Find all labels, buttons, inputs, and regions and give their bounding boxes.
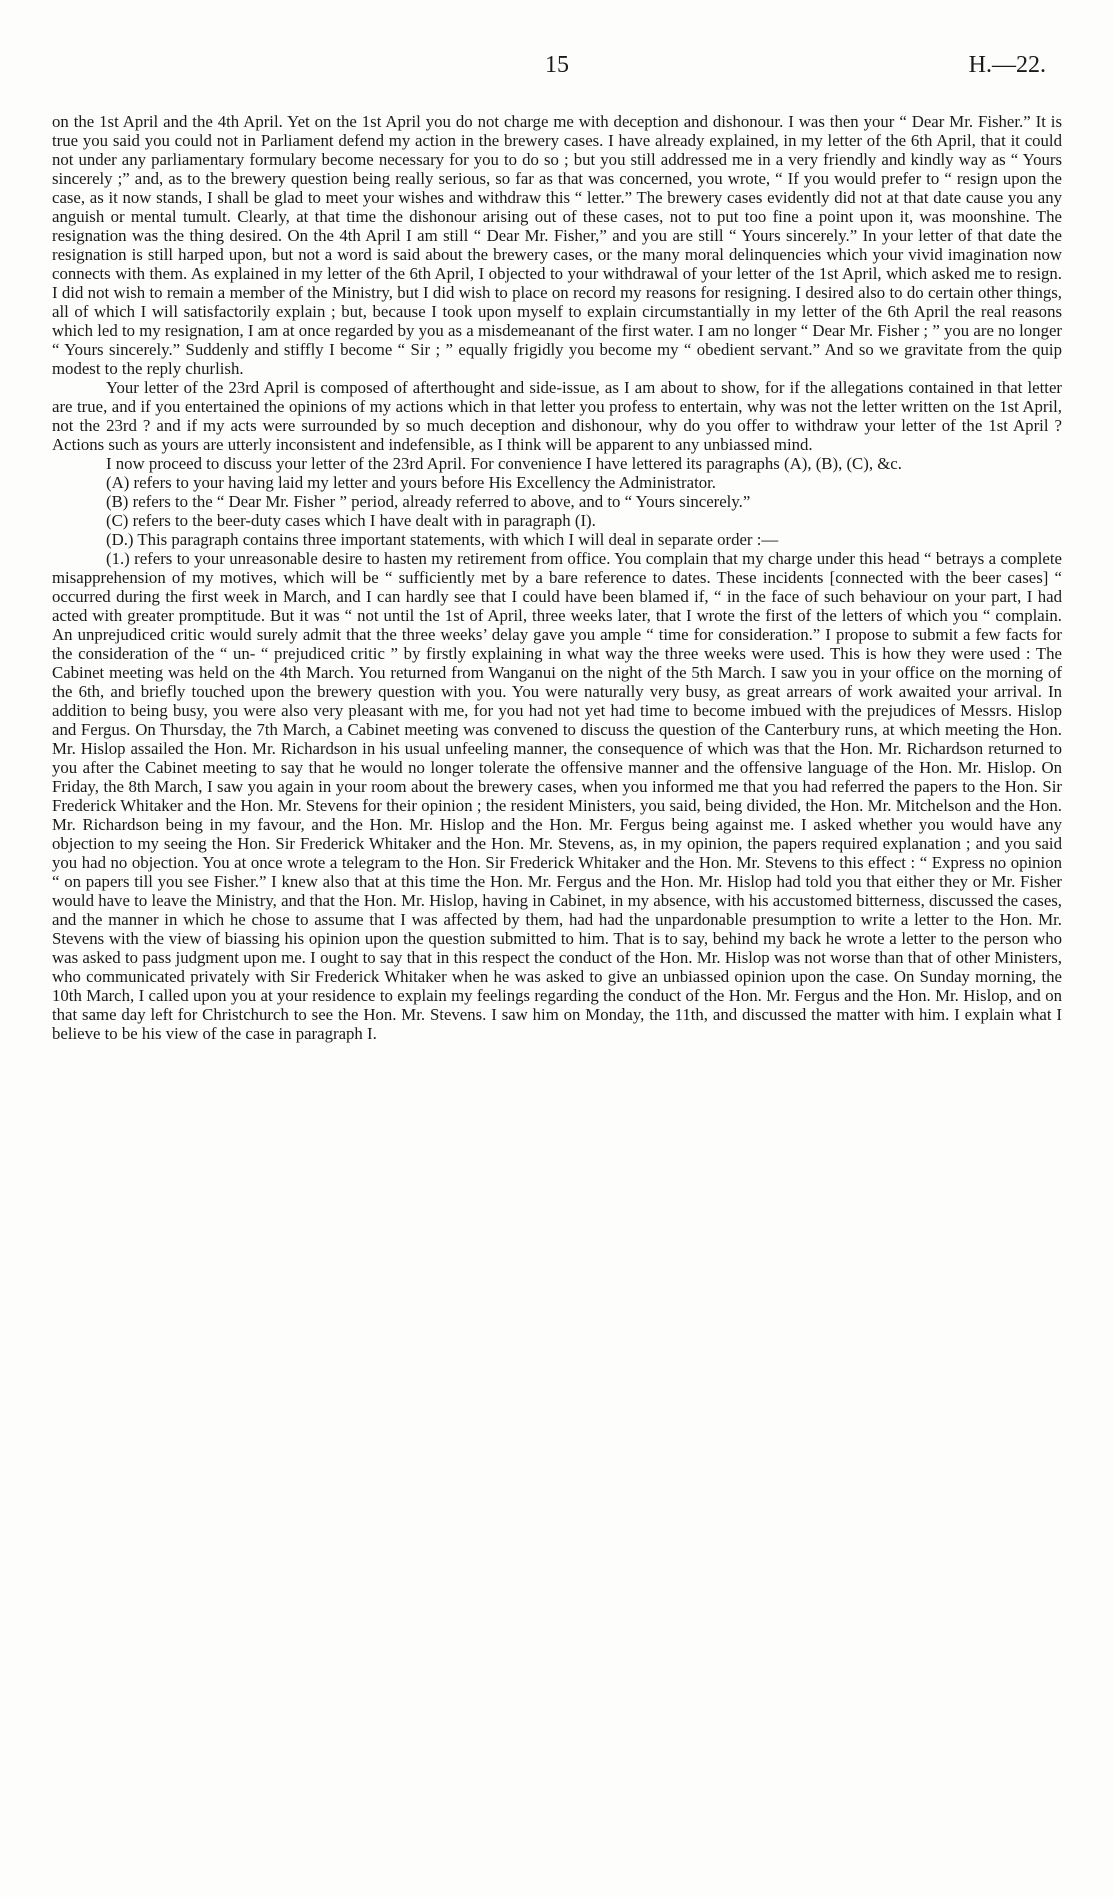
- paragraph-b: (B) refers to the “ Dear Mr. Fisher ” period, already referred to above, and to “ Yours sincerely.”: [106, 492, 751, 511]
- body-text: [52, 112, 1062, 1043]
- paragraph-d-1: (1.) refers to your unreasonable desire to hasten my retirement from office. You complain that my charge under this head “ betrays a complete misapprehension of my motives, which will be “ sufficiently met by a bare reference to dates. These incidents [connected with the beer cases] “ occurred during the first week in March, and I can hardly see that I could have been blamed if, “ in the face of such behaviour on your part, I had acted with greater promptitude. But it was “ not until the 1st of April, three weeks later, that I wrote the first of the letters of which you “ complain. An unprejudiced critic would surely admit that the three weeks’ delay gave you ample “ time for consideration.” I propose to submit a few facts for the consideration of the “ un- “ prejudiced critic ” by firstly explaining in what way the three weeks were used. This is how they were used : The Cabinet meeting was held on the 4th March. You returned from Wanganui on the night of the 5th March. I saw you in your office on the morning of the 6th, and briefly touched upon the brewery question with you. You were naturally very busy, as great arrears of work awaited your arrival. In addition to being busy, you were also very pleasant with me, for you had not yet had time to become imbued with the prejudices of Messrs. Hislop and Fergus. On Thursday, the 7th March, a Cabinet meeting was convened to discuss the question of the Canterbury runs, at which meeting the Hon. Mr. Hislop assailed the Hon. Mr. Richardson in his usual unfeeling manner, the consequence of which was that the Hon. Mr. Richardson returned to you after the Cabinet meeting to say that he would no longer tolerate the offensive manner and the offensive language of the Hon. Mr. Hislop. On Friday, the 8th March, I saw you again in your room about the brewery cases, when you informed me that you had referred the papers to the Hon. Sir Frederick Whitaker and the Hon. Mr. Stevens for their opinion ; the resident Ministers, you said, being divided, the Hon. Mr. Mitchelson and the Hon. Mr. Richardson being in my favour, and the Hon. Mr. Hislop and the Hon. Mr. Fergus being against me. I asked whether you would have any objection to my seeing the Hon. Sir Frederick Whitaker and the Hon. Mr. Stevens, as, in my opinion, the papers required explanation ; and you said you had no objection. You at once wrote a telegram to the Hon. Sir Frederick Whitaker and the Hon. Mr. Stevens to this effect : “ Express no opinion “ on papers till you see Fisher.” I knew also that at this time the Hon. Mr. Fergus and the Hon. Mr. Hislop had told you that either they or Mr. Fisher would have to leave the Ministry, and that the Hon. Mr. Hislop, having in Cabinet, in my absence, with his accustomed bitterness, discussed the cases, and the manner in which he chose to assume that I was affected by them, had had the unpardonable presumption to write a letter to the Hon. Mr. Stevens with the view of biassing his opinion upon the question submitted to him. That is to say, behind my back he wrote a letter to the person who was asked to pass judgment upon me. I ought to say that in this respect the conduct of the Hon. Mr. Hislop was not worse than that of other Ministers, who communicated privately with Sir Frederick Whitaker when he was asked to give an unbiassed opinion upon the case. On Sunday morning, the 10th March, I called upon you at your residence to explain my feelings regarding the conduct of the Hon. Mr. Fergus and the Hon. Mr. Hislop, and on that same day left for Christchurch to see the Hon. Mr. Stevens. I saw him on Monday, the 11th, and discussed the matter with him. I explain what I believe to be his view of the case in paragraph I.: [52, 549, 1062, 1043]
- paragraph-a: (A) refers to your having laid my letter and yours before His Excellency the Administrator.: [106, 473, 717, 492]
- paragraph-discussion-intro: I now proceed to discuss your letter of the 23rd April. For convenience I have lettered its paragraphs (A), (B), (C), &c.: [106, 454, 902, 473]
- document-reference: H.—22.: [968, 52, 1046, 78]
- paragraph-continuation: on the 1st April and the 4th April. Yet on the 1st April you do not charge me with deception and dishonour. I was then your “ Dear Mr. Fisher.” It is true you said you could not in Parliament defend my action in the brewery cases. I have already explained, in my letter of the 6th April, that it could not under any parliamentary formulary become necessary for you to do so ; but you still addressed me in a very friendly and kindly way as “ Yours sincerely ;” and, as to the brewery question being really serious, so far as that was concerned, you wrote, “ If you would prefer to “ resign upon the case, as it now stands, I shall be glad to meet your wishes and withdraw this “ letter.” The brewery cases evidently did not at that date cause you any anguish or mental tumult. Clearly, at that time the dishonour arising out of these cases, not to put too fine a point upon it, was moonshine. The resignation was the thing desired. On the 4th April I am still “ Dear Mr. Fisher,” and you are still “ Yours sincerely.” In your letter of that date the resignation is still harped upon, but not a word is said about the brewery cases, or the many moral delinquencies which your vivid imagination now connects with them. As explained in my letter of the 6th April, I objected to your withdrawal of your letter of the 1st April, which asked me to resign. I did not wish to remain a member of the Ministry, but I did wish to place on record my reasons for resigning. I desired also to do certain other things, all of which I will satisfactorily explain ; but, because I took upon myself to explain circumstantially in my letter of the 6th April the real reasons which led to my resignation, I am at once regarded by you as a misdemeanant of the first water. I am no longer “ Dear Mr. Fisher ; ” you are no longer “ Yours sincerely.” Suddenly and stiffly I become “ Sir ; ” equally frigidly you become my “ obedient servant.” And so we gravitate from the quip modest to the reply churlish.: [52, 112, 1062, 378]
- paragraph-d: (D.) This paragraph contains three important statements, with which I will deal in separate order :—: [106, 530, 779, 549]
- page-header: [52, 52, 1062, 92]
- paragraph-c: (C) refers to the beer-duty cases which I have dealt with in paragraph (I).: [106, 511, 596, 530]
- page-number: 15: [545, 52, 569, 78]
- paragraph-letter-23rd-april: Your letter of the 23rd April is composed of afterthought and side-issue, as I am about to show, for if the allegations contained in that letter are true, and if you entertained the opinions of my actions which in that letter you profess to entertain, why was not the letter written on the 1st April, not the 23rd ? and if my acts were surrounded by so much deception and dishonour, why do you offer to withdraw your letter of the 1st April ? Actions such as yours are utterly inconsistent and indefensible, as I think will be apparent to any unbiassed mind.: [52, 378, 1062, 454]
